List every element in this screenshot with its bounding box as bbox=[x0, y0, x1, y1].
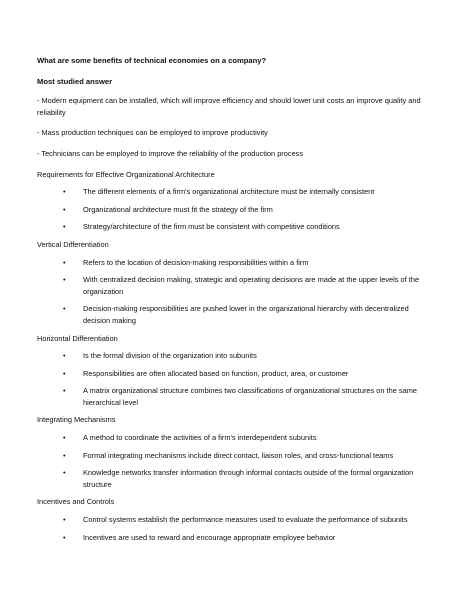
list-item-text: Formal integrating mechanisms include direct contact, liaison roles, and cross-functional teams bbox=[83, 450, 394, 460]
list-item-text: Decision-making responsibilities are pushed lower in the organizational hierarchy with decentralized decision making bbox=[83, 304, 409, 325]
list-item-text: A method to coordinate the activities of a firm's interdependent subunits bbox=[83, 433, 317, 443]
bullet-list bbox=[37, 432, 437, 490]
list-item bbox=[37, 514, 437, 526]
bullet-icon: • bbox=[63, 204, 66, 214]
list-item-text: Incentives are used to reward and encourage appropriate employee behavior bbox=[83, 532, 336, 542]
list-item-text: With centralized decision making, strategic and operating decisions are made at the upper levels of the organization bbox=[83, 275, 420, 296]
list-item bbox=[37, 350, 437, 362]
bullet-icon: • bbox=[63, 433, 66, 443]
list-item-text: Knowledge networks transfer information through informal contacts outside of the formal organization structure bbox=[83, 468, 414, 489]
answer-line: - Modern equipment can be installed, which will improve efficiency and should lower unit costs an improve quality and reliability bbox=[37, 96, 421, 117]
list-item bbox=[37, 450, 437, 462]
bullet-icon: • bbox=[63, 351, 66, 361]
list-item-text: Refers to the location of decision-making responsibilities within a firm bbox=[83, 257, 309, 267]
list-item bbox=[37, 368, 437, 380]
list-item-text: Organizational architecture must fit the strategy of the firm bbox=[83, 204, 273, 214]
list-item bbox=[37, 385, 437, 408]
bullet-icon: • bbox=[63, 222, 66, 232]
list-item bbox=[37, 274, 437, 297]
section-heading: Requirements for Effective Organizational Architecture bbox=[37, 169, 215, 179]
bullet-icon: • bbox=[63, 515, 66, 525]
list-item bbox=[37, 186, 437, 198]
bullet-icon: • bbox=[63, 386, 66, 396]
list-item-text: The different elements of a firm's organizational architecture must be internally consistent bbox=[83, 187, 375, 197]
bullet-icon: • bbox=[63, 450, 66, 460]
bullet-icon: • bbox=[63, 532, 66, 542]
list-item bbox=[37, 532, 437, 544]
list-item bbox=[37, 303, 437, 326]
bullet-icon: • bbox=[63, 187, 66, 197]
bullet-list bbox=[37, 257, 437, 327]
bullet-list bbox=[37, 186, 437, 233]
list-item-text: Strategy/architecture of the firm must be consistent with competitive conditions bbox=[83, 222, 340, 232]
bullet-list bbox=[37, 350, 437, 408]
list-item-text: Control systems establish the performance measures used to evaluate the performance of subunits bbox=[83, 515, 408, 525]
section-heading: Incentives and Controls bbox=[37, 497, 115, 507]
bullet-icon: • bbox=[63, 275, 66, 285]
answer-line: - Technicians can be employed to improve the reliability of the production process bbox=[37, 148, 304, 158]
section-heading: Integrating Mechanisms bbox=[37, 415, 116, 425]
list-item-text: A matrix organizational structure combines two classifications of organizational structures on the same hierarchical level bbox=[83, 386, 417, 407]
bullet-icon: • bbox=[63, 304, 66, 314]
section-heading: Horizontal Differentiation bbox=[37, 333, 118, 343]
list-item bbox=[37, 204, 437, 216]
list-item bbox=[37, 432, 437, 444]
list-item bbox=[37, 257, 437, 269]
question-title: What are some benefits of technical economies on a company? bbox=[37, 56, 267, 65]
bullet-icon: • bbox=[63, 257, 66, 267]
list-item bbox=[37, 467, 437, 490]
list-item bbox=[37, 221, 437, 233]
list-item-text: Is the formal division of the organization into subunits bbox=[83, 351, 257, 361]
bullet-icon: • bbox=[63, 368, 66, 378]
document-page bbox=[37, 55, 437, 549]
bullet-list bbox=[37, 514, 437, 543]
answer-line: - Mass production techniques can be employed to improve productivity bbox=[37, 128, 268, 138]
most-studied-heading: Most studied answer bbox=[37, 76, 113, 86]
bullet-icon: • bbox=[63, 468, 66, 478]
list-item-text: Responsibilities are often allocated based on function, product, area, or customer bbox=[83, 368, 349, 378]
section-heading: Vertical Differentiation bbox=[37, 239, 109, 249]
